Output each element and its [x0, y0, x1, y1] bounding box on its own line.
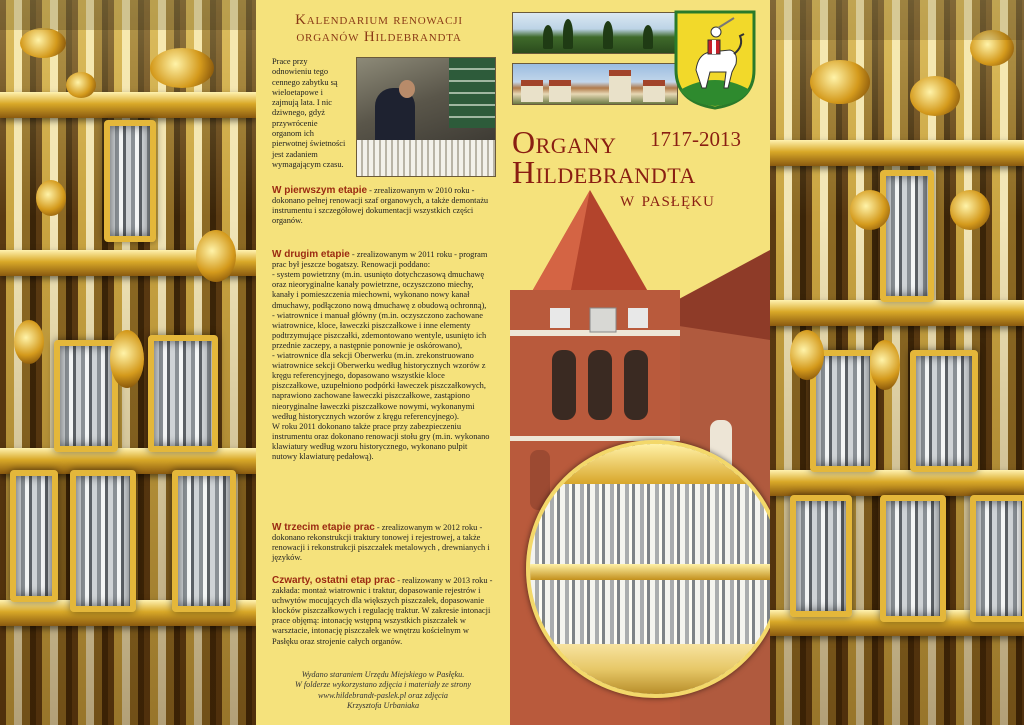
cover-panel [502, 0, 770, 725]
cover-title-line1: Organy [512, 124, 617, 160]
organ-photo-right [770, 0, 1024, 725]
restoration-workshop-photo [356, 57, 496, 177]
calendar-panel [256, 0, 502, 725]
town-photo-square [512, 63, 678, 105]
stage2-paragraph [272, 240, 494, 462]
stage1-paragraph [272, 186, 494, 226]
organ-circle-photo [526, 440, 770, 698]
stage4-heading: Czwarty, ostatni etap prac [272, 575, 396, 586]
calendar-title-line1: Kalendarium renowacji [295, 12, 463, 28]
stage1-heading: W pierwszym etapie [272, 185, 368, 196]
organ-photo-left [0, 0, 256, 725]
stage4-paragraph [272, 576, 494, 647]
stage1-text: - zrealizowanym w 2010 roku - dokonano pełnej renowacji szaf organowych, a także demontażu instrumentu i szczegółowej dokumentacji wszystkich części organów. [272, 186, 489, 226]
calendar-title [256, 12, 502, 46]
publisher-credits: Wydano staraniem Urzędu Miejskiego w Pasłęku. W folderze wykorzystano zdjęcia i materiały ze strony www.hildebrandt-paslek.pl oraz zdjęcia Krzysztofa Urbaniaka [295, 670, 471, 710]
cover-title-line2: Hildebrandta [512, 154, 696, 190]
stage3-paragraph [272, 523, 494, 563]
stage4-text: - realizowany w 2013 roku - zakłada: montaż wiatrownic i traktur, dopasowanie rejestrów i uchwytów mocujących dla większych piszczałek, dopasowanie klocków piszczałkowych i regulację traktur. W zakresie intonacji prace objęmą: intonację wstępną wszystkich piszczałek w warsztacie, intonację piszczałek we wnętrzu kościelnym w Pasłęku oraz strojenie całych organów. [272, 576, 493, 646]
stage2-heading: W drugim etapie [272, 249, 350, 261]
cover-years: 1717-2013 [650, 127, 741, 151]
cover-subtitle: w pasłęku [620, 186, 715, 211]
stage2-text: - zrealizowanym w 2011 roku - program prac był jeszcze bogatszy. Renowacji poddano: - system powietrzny (m.in. usunięto dotychczasową dmuchawę oraz nieoryginalne kanały powietrzne, oczyszczono miechy, kanały i pomieszczenia miechowni, wykonano nowy kanał dmuchawy, podłączono nową dmuchawę z obudową ochronną), - wiatrownice i manuał główny (m.in. oczyszczono zachowane wiatrownice, kloce, ławeczki piszczałkowe i inne elementy podtrzymujące piszczałki, zdemontowano wentyle, usunięto ich przednie zaczepy, a następnie ponownie je oskórowano), - wiatrownice dla sekcji Oberwerku (m.in. zrekonstruowano wiatrownice sekcji Oberwerku według historycznych wzorów z kręgu referencyjnego, dopasowano wszystkie kloce piszczałkowe, uzupełniono podpórki ławeczek piszczałkowych, naprawiono zachowane ławeczki piszczałkowe, zastąpiono nieoryginalne ławeczki piszczałkowe nowymi, wykonanymi według historycznych wzorów z kręgu referencyjnego). W roku 2011 dokonano także prace przy zabezpieczeniu instrumentu oraz dokonano renowacji stołu gry (m.in. wykonano klawiatury według wzoru historycznego, wykonano pulpit nutowy klawiaturę pedałową). [272, 250, 490, 461]
calendar-title-line2: organów Hildebrandta [296, 29, 462, 45]
stage3-text: - zrealizowanym w 2012 roku - dokonano rekonstrukcji traktury tonowej i rejestrowej, a także renowacji i rekonstrukcji piszczałek metalowych , drewnianych i języków. [272, 523, 490, 563]
town-photo-park [512, 12, 678, 54]
intro-text: Prace przy odnowieniu tego cennego zabytku są wieloetapowe i zajmują lata. I nic dziwnego, gdyż przywrócenie organom ich pierwotnej świetności jest zadaniem wymagającym czasu. [272, 57, 346, 169]
paslek-coat-of-arms-icon [674, 10, 756, 110]
stage3-heading: W trzecim etapie prac [272, 522, 375, 533]
